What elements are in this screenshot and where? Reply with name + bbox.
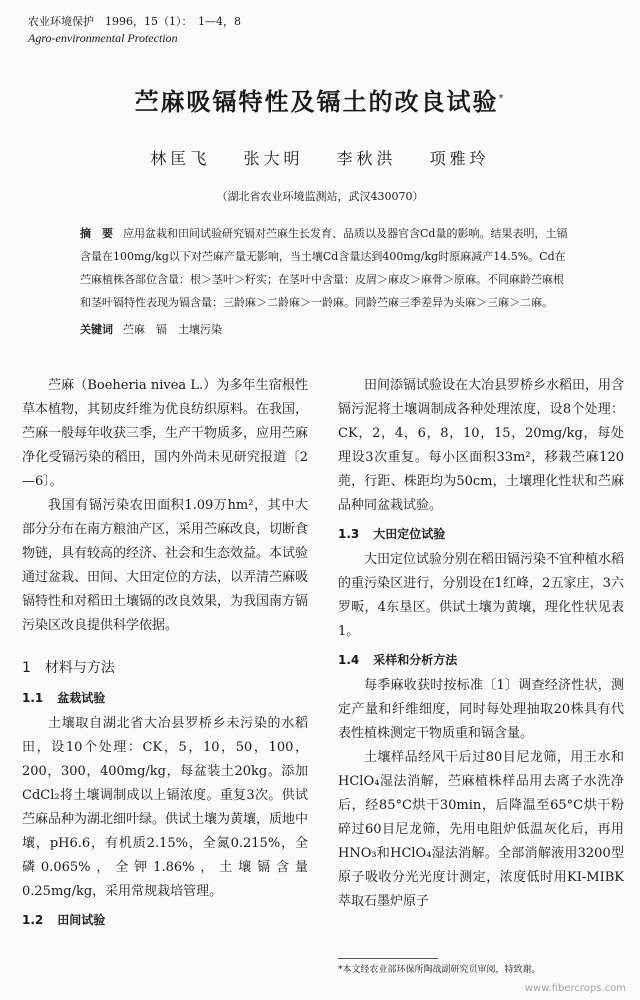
pot-experiment-paragraph: 土壤取自湖北省大冶县罗桥乡未污染的水稻田，设10个处理：CK，5，10，50，100，200，300，400mg/kg，每盆装土20kg。添加CdCl₂将土壤调制成以上镉浓度。重复3次。供试苎麻品种为湖北细叶绿。供试土壤为黄壤，质地中壤，pH6.6，有机质2.15%，全氮0.215%，全磷0.065%，全钾1.86%，土壤镉含量0.25mg/kg，采用常规栽培管理。 [22, 716, 309, 899]
affiliation: （湖北省农业环境监测站，武汉430070） [216, 190, 424, 203]
footnote-divider [338, 958, 438, 959]
keywords [80, 318, 572, 341]
abstract-text: 应用盆栽和田间试验研究镉对苎麻生长发育、品质以及器官含Cd量的影响。结果表明，土镉含量在100mg/kg以下对苎麻产量无影响，当土壤Cd含量达到400mg/kg时原麻减产14.5%。Cd在苎麻植株各部位含量：根＞茎叶＞籽实；在茎叶中含量：皮屑＞麻皮＞麻骨＞原麻。不同麻龄苎麻根和茎叶镉特性表现为镉含量：三龄麻＞二龄麻＞一龄麻。同龄苎麻三季差异为头麻＞三麻＞二麻。 [80, 227, 568, 309]
subsection-number: 1.2 [22, 913, 44, 927]
journal-citation: 农业环境保护 1996，15（1）： 1—4，8 [28, 15, 241, 28]
site-experiment-paragraph: 大田定位试验分别在稻田镉污染不宜种植水稻的重污染区进行，分别设在1红峰，2五家庄，3六罗畈，4东垦区。供试土壤为黄壤，理化性状见表1。 [338, 552, 625, 639]
subsection-heading [22, 686, 308, 710]
subsection-title: 田间试验 [57, 913, 106, 927]
watermark: www.fibercrops.com [524, 983, 626, 994]
author: 林匡飞 [150, 149, 211, 168]
left-column [22, 374, 308, 934]
analysis-paragraph: 土壤样品经风干后过80目尼龙筛，用王水和HClO₄湿法消解，苎麻植株样品用去离子水洗净后，经85°C烘干30min，后降温至65°C烘干粉碎过60目尼龙筛，先用电阻炉低温灰化后，再用HNO₃和HClO₄湿法消解。全部消解液用3200型原子吸收分光光度计测定，浓度低时用KI-MIBK萃取石墨炉原子 [338, 750, 624, 909]
subsection-heading [338, 522, 624, 546]
right-column [338, 374, 624, 914]
journal-name-en: Agro-environmental Protection [28, 31, 178, 45]
paper-title [0, 82, 640, 117]
footnote: *本文经农业部环保所陶战副研究员审阅，特致谢。 [338, 965, 541, 975]
field-experiment-paragraph: 田间添镉试验设在大冶县罗桥乡水稻田，用含镉污泥将土壤调制成各种处理浓度，设8个处理：CK，2，4，6，8，10，15，20mg/kg，每处理设3次重复。每小区面积33m²，移栽苎麻120蔸，行距、株距均为50cm，土壤理化性状和苎麻品种同盆栽试验。 [338, 378, 625, 513]
section-heading [22, 656, 308, 680]
subsection-number: 1.1 [22, 691, 44, 705]
author-list [0, 146, 640, 169]
keywords-text: 苎麻 镉 土壤污染 [123, 323, 222, 336]
title-footnote-mark: * [498, 93, 506, 104]
section-number: 1 [22, 660, 31, 676]
keywords-label: 关键词 [80, 323, 113, 336]
abstract [80, 222, 572, 341]
subsection-title: 采样和分析方法 [373, 653, 458, 667]
subsection-heading [338, 648, 624, 672]
author: 张大明 [243, 149, 304, 168]
section-title: 材料与方法 [44, 660, 115, 676]
intro-paragraph-1: 苎麻（Boeheria nivea L.）为多年生宿根性草本植物，其韧皮纤维为优良纺织原料。在我国，苎麻一般每年收获三季，生产干物质多，应用苎麻净化受镉污染的稻田，国内外尚未见研究报道〔2—6〕。 [22, 378, 309, 489]
sampling-paragraph: 每季麻收获时按标准〔1〕调查经济性状，测定产量和纤维细度，同时每处理抽取20株具有代表性植株测定干物质重和镉含量。 [338, 678, 624, 741]
subsection-number: 1.3 [338, 527, 360, 541]
subsection-heading [22, 908, 308, 932]
paper-title-text: 苎麻吸镉特性及镉土的改良试验 [134, 88, 499, 116]
subsection-title: 大田定位试验 [373, 527, 446, 541]
intro-paragraph-2: 我国有镉污染农田面积1.09万hm²，其中大部分分布在南方粮油产区，采用苎麻改良，切断食物链，具有较高的经济、社会和生态效益。本试验通过盆栽、田间、大田定位的方法，以弄清苎麻吸镉特性和对稻田土壤镉的改良效果，为我国南方镉污染区改良提供科学依据。 [22, 498, 309, 633]
subsection-number: 1.4 [338, 653, 360, 667]
subsection-title: 盆栽试验 [57, 691, 106, 705]
author: 项雅玲 [429, 149, 490, 168]
journal-header [28, 14, 241, 46]
author: 李秋洪 [336, 149, 397, 168]
abstract-label: 摘 要 [80, 227, 113, 240]
